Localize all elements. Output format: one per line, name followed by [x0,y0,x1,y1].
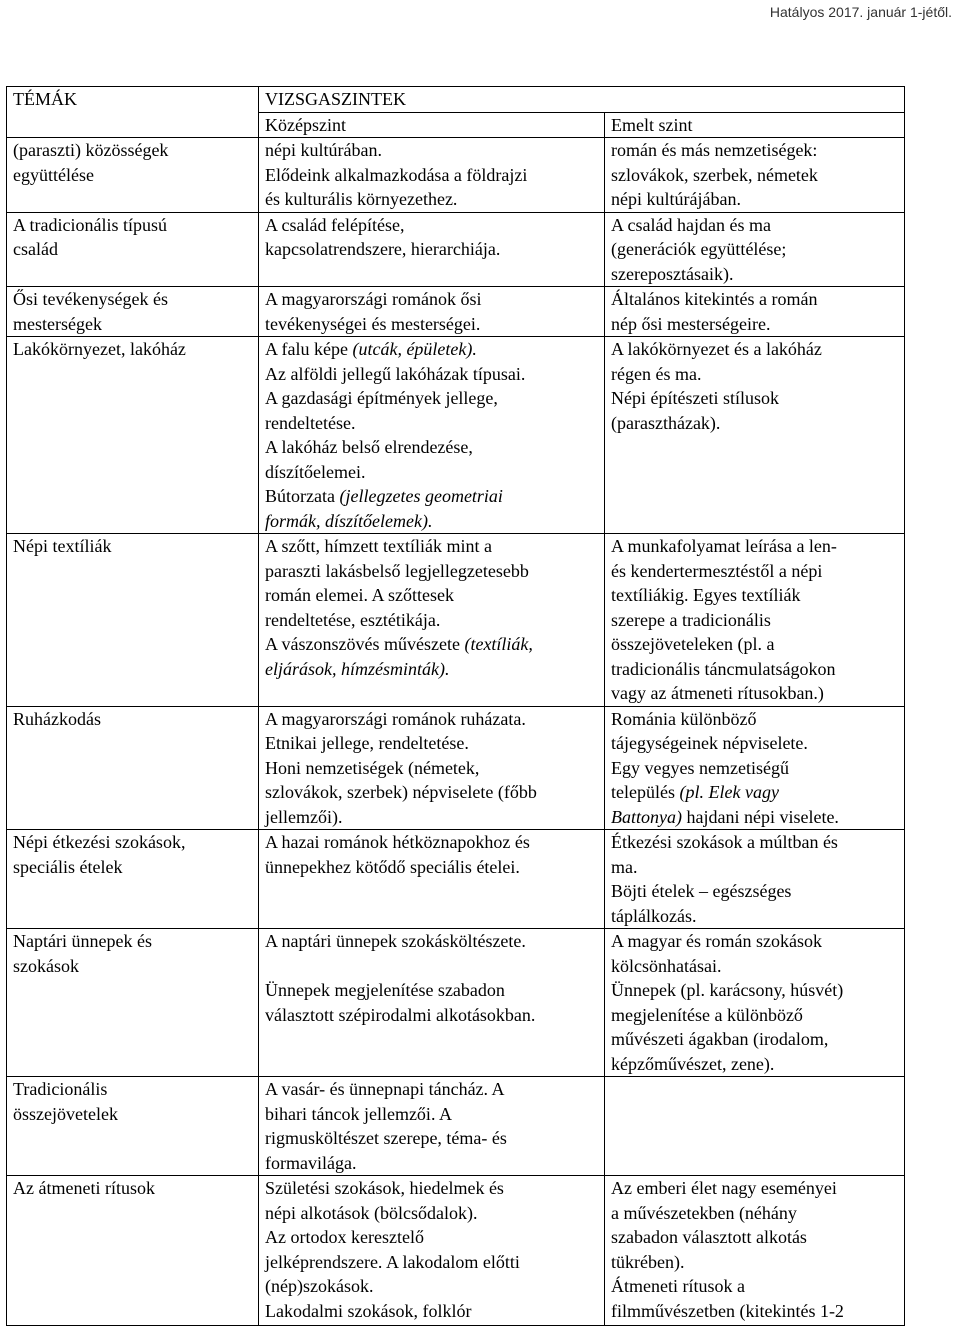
topic-cell: Lakókörnyezet, lakóház [7,337,259,534]
mid-text: Az alföldi jellegű lakóházak típusai. A gazdasági építmények jellege, rendeltetése. A lakóház belső elrendezése, díszítőelemei. Bútorzata [265,363,526,506]
effective-date-note: Hatályos 2017. január 1-jétől. [769,4,952,20]
topic-cell: Ruházkodás [7,706,259,830]
mid-italic-text: (jellegzetes geometriai formák, díszítőelemek). [265,486,503,531]
topic-cell: Tradicionális összejövetelek [7,1077,259,1176]
topic-cell: Népi textíliák [7,534,259,707]
advanced-level-cell [605,706,905,830]
mid-level-cell: Születési szokások, hiedelmek és népi alkotások (bölcsődalok). Az ortodox keresztelő jelképrendszere. A lakodalom előtti (nép)szokások. Lakodalmi szokások, folklór [259,1176,605,1326]
table-row [7,1077,905,1176]
mid-italic-text: (utcák, épületek). [352,339,477,359]
mid-text: A falu képe [265,339,353,359]
topic-cell: A tradicionális típusú család [7,212,259,287]
mid-level-cell: A család felépítése, kapcsolatrendszere, hierarchiája. [259,212,605,287]
advanced-level-cell: A munkafolyamat leírása a len- és kendertermesztéstől a népi textíliákig. Egyes textíliák szerepe a tradicionális összejöveteleken (pl. a tradicionális táncmulatságokon vagy az átmeneti rítusokban.) [605,534,905,707]
topic-cell: Naptári ünnepek és szokások [7,929,259,1077]
topic-cell: Az átmeneti rítusok [7,1176,259,1326]
topics-header: TÉMÁK [7,87,259,138]
advanced-level-cell: Étkezési szokások a múltban és ma. Böjti ételek – egészséges táplálkozás. [605,830,905,929]
exam-levels-header: VIZSGASZINTEK [259,87,905,113]
mid-level-cell: A magyarországi románok ősi tevékenységei és mesterségei. [259,287,605,337]
advanced-level-cell: Az emberi élet nagy eseményei a művészetekben (néhány szabadon választott alkotás tükrében). Átmeneti rítusok a filmművészetben (kitekintés 1-2 [605,1176,905,1326]
advanced-level-cell: A lakókörnyezet és a lakóház régen és ma. Népi építészeti stílusok (parasztházak). [605,337,905,534]
adv-italic-text: (pl. Elek vagy Battonya) [611,782,779,827]
mid-level-cell: A vasár- és ünnepnapi táncház. A bihari táncok jellemzői. A rigmusköltészet szerepe, téma- és formavilága. [259,1077,605,1176]
table-row [7,1176,905,1326]
table-row [7,212,905,287]
table-row [7,706,905,830]
mid-level-header: Középszint [259,112,605,138]
mid-level-cell: A magyarországi románok ruházata. Etnikai jellege, rendeltetése. Honi nemzetiségek (németek, szlovákok, szerbek) népviselete (főbb jellemzői). [259,706,605,830]
table-row [7,929,905,1077]
table-row [7,287,905,337]
topic-cell: (paraszti) közösségek együttélése [7,138,259,213]
mid-level-cell: A naptári ünnepek szokásköltészete. Ünnepek megjelenítése szabadon választott szépirodalmi alkotásokban. [259,929,605,1077]
adv-text: Románia különböző tájegységeinek népviselete. Egy vegyes nemzetiségű település [611,708,808,802]
mid-level-cell [259,337,605,534]
table-row [7,830,905,929]
table-row [7,138,905,213]
topic-cell: Népi étkezési szokások, speciális ételek [7,830,259,929]
mid-level-cell [259,534,605,707]
topic-cell: Ősi tevékenységek és mesterségek [7,287,259,337]
advanced-level-cell: román és más nemzetiségek: szlovákok, szerbek, németek népi kultúrájában. [605,138,905,213]
advanced-level-cell [605,1077,905,1176]
mid-italic-text: (textíliák, eljárások, hímzésminták). [265,634,533,679]
advanced-level-cell: A család hajdan és ma (generációk együttélése; szereposztásaik). [605,212,905,287]
table-row [7,337,905,534]
mid-text: A szőtt, hímzett textíliák mint a paraszti lakásbelső legjellegzetesebb román elemei. A szőttesek rendeltetése, esztétikája. A vászonszövés művészete [265,536,529,654]
mid-level-cell: népi kultúrában. Elődeink alkalmazkodása a földrajzi és kulturális környezethez. [259,138,605,213]
mid-level-cell: A hazai románok hétköznapokhoz és ünnepekhez kötődő speciális ételei. [259,830,605,929]
advanced-level-cell: A magyar és román szokások kölcsönhatásai. Ünnepek (pl. karácsony, húsvét) megjelenítése a különböző művészeti ágakban (irodalom, képzőművészet, zene). [605,929,905,1077]
advanced-level-header: Emelt szint [605,112,905,138]
exam-topics-table [6,86,905,1326]
adv-text: hajdani népi viselete. [681,806,839,827]
table-row [7,534,905,707]
advanced-level-cell: Általános kitekintés a román nép ősi mesterségeire. [605,287,905,337]
